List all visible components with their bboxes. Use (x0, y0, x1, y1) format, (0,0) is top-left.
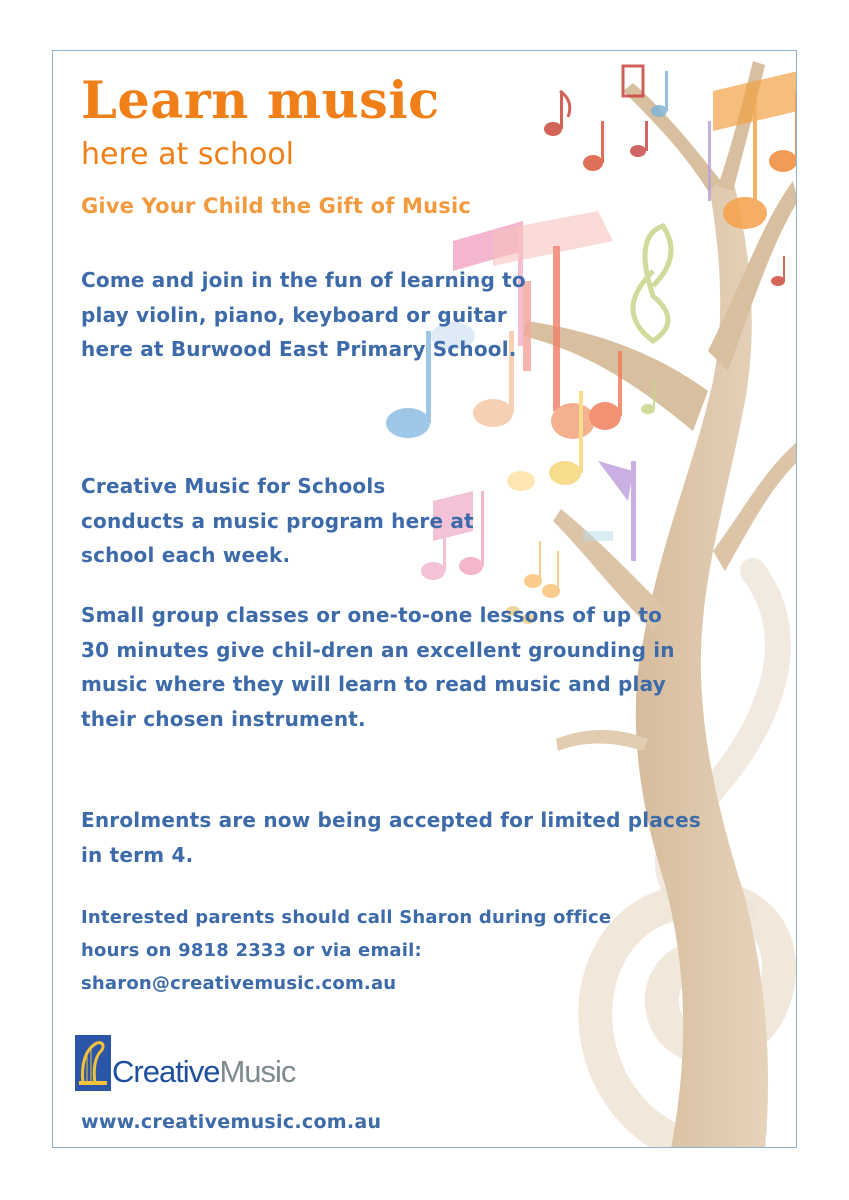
harp-logo-icon (75, 1035, 111, 1091)
creative-music-logo (75, 1051, 295, 1091)
page-subtitle: here at school (81, 137, 295, 172)
classes-paragraph: Small group classes or one-to-one lessons of up to 30 minutes give chil-dren an excellent grounding in music where they will learn to read music and play their chosen instrument. (81, 603, 675, 732)
brand-name-music: Music (219, 1054, 296, 1089)
website-link[interactable]: www.creativemusic.com.au (81, 1111, 382, 1133)
brand-name-creative: Creative (112, 1054, 220, 1089)
page-title: Learn music (81, 71, 440, 131)
contact-paragraph: Interested parents should call Sharon during office hours on 9818 2333 or via email: sharon@creativemusic.com.au (81, 907, 612, 994)
poster-frame (52, 50, 797, 1148)
program-paragraph: Creative Music for Schools conducts a music program here at school each week. (81, 474, 474, 568)
enrolment-paragraph: Enrolments are now being accepted for limited places in term 4. (81, 808, 701, 867)
intro-paragraph: Come and join in the fun of learning to play violin, piano, keyboard or guitar here at Burwood East Primary School. (81, 268, 526, 362)
tagline: Give Your Child the Gift of Music (81, 194, 472, 218)
